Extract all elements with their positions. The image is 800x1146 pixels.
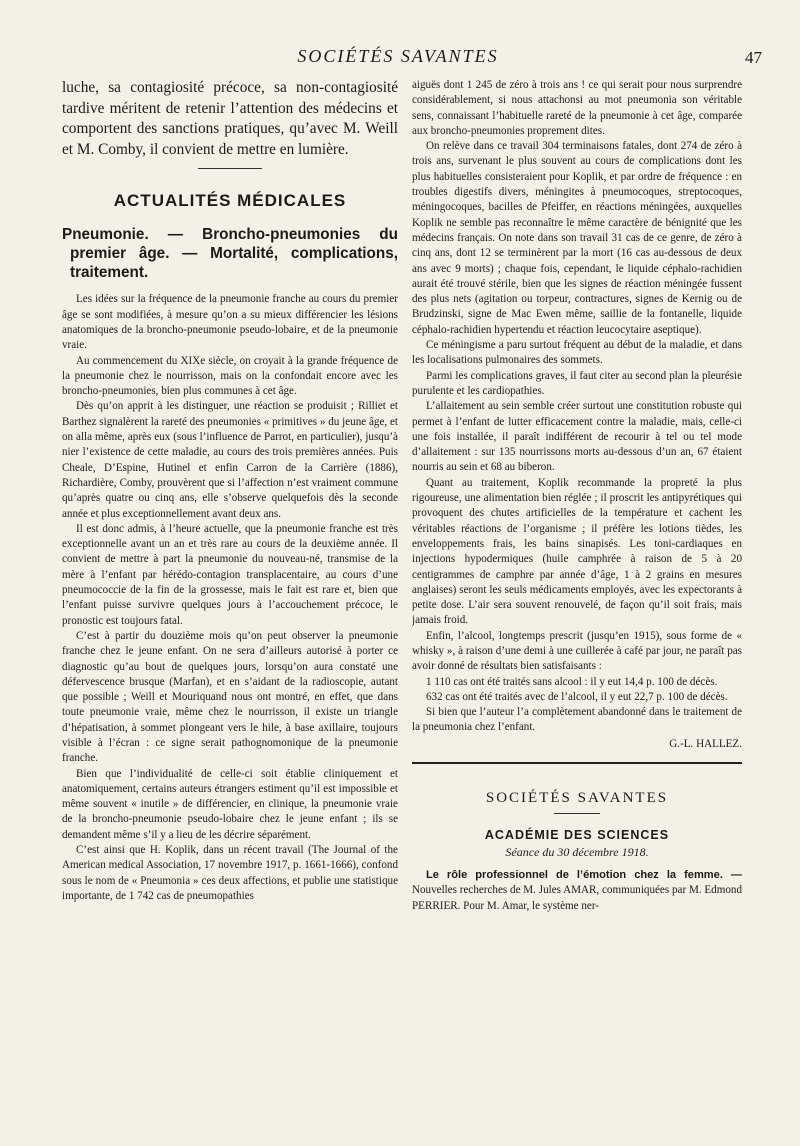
paragraph: Au commencement du XIXe siècle, on croyait à la grande fréquence de la pneumonie chez le nourrisson, mais on la confondait encore avec les broncho-pneumonies, bien plus communes à cet âge. bbox=[62, 354, 398, 398]
session-date: Séance du 30 décembre 1918. bbox=[505, 845, 649, 860]
section-heading: ACTUALITÉS MÉDICALES bbox=[113, 191, 347, 211]
running-title: SOCIÉTÉS SAVANTES bbox=[297, 46, 499, 66]
author-signature: G.-L. HALLEZ. bbox=[669, 737, 742, 750]
paragraph bbox=[412, 868, 742, 914]
paragraph: Quant au traitement, Koplik recommande la propreté la plus rigoureuse, une alimentation bien réglée ; il proscrit les antipyrétiques qui provoquent des chutes artificielles de la température et cachent les véritables réactions de l’organisme ; il préfère les lotions tièdes, les enveloppements frais, les bains sinapisés. Les toni-cardiaques en injections hypodermiques (huile camphrée à raison de 5 à 20 centigrammes de camphre par année d’âge, 1 à 2 grains en mesures anglaises) seront les seuls médicaments employés, avec les expectorants à petite dose. L’air sera souvent renouvelé, de façon qu’il soit frais, mais jamais froid. bbox=[412, 476, 742, 627]
article-body bbox=[62, 292, 398, 904]
section-title: SOCIÉTÉS SAVANTES bbox=[485, 790, 669, 807]
academy-heading: ACADÉMIE DES SCIENCES bbox=[484, 828, 670, 843]
paragraph: Dès qu’on apprit à les distinguer, une réaction se produisit ; Rilliet et Barthez signalèrent la rareté des pneumonies « primitives » du jeune âge, et on alla même, après eux (sous l’influence de Parrot, en particulier), jusqu’à nier l’existence de cette maladie, au cours des trois premières années. Puis Cheale, D’Espine, Hutinel et enfin Carron de la Carrière (1886), Richardière, Comby, prouvèrent que si l’affection n’est vraiment commune qu’après quatre ou cinq ans, elle s’observe quelquefois dès la seconde année et plus exceptionnellement avant deux ans. bbox=[62, 400, 398, 520]
paragraph: L’allaitement au sein semble créer surtout une constitution robuste qui permet à l’enfant de lutter efficacement contre la maladie, mais, celle-ci une fois installée, il paraît indifférent de recourir à tel ou tel mode d’allaitement : sur 135 nourrissons morts au-dessous d’un an, 67 étaient nourris au sein et 68 au biberon. bbox=[412, 400, 742, 474]
paragraph: Il est donc admis, à l’heure actuelle, que la pneumonie franche est très exceptionnelle avant un an et très rare au cours de la deuxième année. Il convient de mettre à part la pneumonie du nouveau-né, transmise de la mère à l’enfant par hérédo-contagion transplacentaire, au cours d’une pneumococcie de la fin de la grossesse, mais le fait est rare et, bien que l’enfant puisse survivre quelques jours à l’accouchement précoce, le pronostic est toujours fatal. bbox=[62, 522, 398, 627]
paragraph: Ce méningisme a paru surtout fréquent au début de la maladie, et dans les localisations pulmonaires des sommets. bbox=[412, 339, 742, 367]
lead-paragraph: luche, sa contagiosité précoce, sa non-contagiosité tardive méritent de retenir l’attention des médecins et comportent des sanctions pratiques, qu’avec M. Weill et M. Comby, il convient de mettre en lumière. bbox=[62, 79, 398, 158]
article-title: Pneumonie. — Broncho-pneumonies du premier âge. — Mortalité, complications, traitement. bbox=[62, 226, 398, 282]
separator-rule bbox=[198, 168, 262, 169]
paragraph: Bien que l’individualité de celle-ci soit établie cliniquement et anatomiquement, certains auteurs étrangers estiment qu’il est impossible et même souvent « inutile » de différencier, en clinique, la pneumonie vraie de la broncho-pneumonie pseudo-lobaire chez le jeune enfant ; ils se demandent même s’il y a lieu de les décrire séparément. bbox=[62, 767, 398, 841]
page-number: 47 bbox=[745, 48, 762, 67]
paragraph: Enfin, l’alcool, longtemps prescrit (jusqu’en 1915), sous forme de « whisky », à raison d’une demi à une cuillerée à café par jour, ne paraît pas avoir donné de résultats bien satisfaisants : bbox=[412, 629, 742, 673]
paragraph: Parmi les complications graves, il faut citer au second plan la pleurésie purulente et les cardiopathies. bbox=[412, 369, 742, 397]
article-body-continued bbox=[412, 78, 742, 752]
running-header bbox=[60, 46, 762, 70]
paragraph: C’est ainsi que H. Koplik, dans un récent travail (The Journal of the American medical Association, 17 novembre 1917, p. 1661-1666), confond sous le nom de « Pneumonia » ces deux affections, et publie une statistique importante, de 1 742 cas de pneumopathies bbox=[62, 844, 398, 902]
right-column bbox=[412, 78, 742, 1110]
paragraph: 1 110 cas ont été traités sans alcool : il y eut 14,4 p. 100 de décès. bbox=[426, 675, 718, 688]
paragraph: On relève dans ce travail 304 terminaisons fatales, dont 274 de zéro à trois ans, survenant le plus souvent au cours de complications dont les plus habituelles consisteraient pour Koplik, et par ordre de fréquence : en troubles digestifs divers, méningites à pneumocoques, streptocoques, méningocoques, bacilles de Pfeiffer, en réactions méningées, auxquelles Koplik ne semble pas reconnaître le même caractère de bénignité que les médecins français. On note dans son travail 31 cas de ce genre, de zéro à cinq ans, dont 12 se terminèrent par la mort (16 cas au-dessous de deux ans avec 9 morts) ; chaque fois, cependant, le liquide céphalo-rachidien aurait été trouvé stérile, bien que les signes de réaction méningée fussent des plus nets (agitation ou torpeur, contractures, signes de Kernig ou de Brudzinski, signe de Mac Ewen même, saillie de la fontanelle, liquide céphalo-rachidien hypertendu et réaction leucocytaire aseptique). bbox=[412, 140, 742, 336]
paragraph: aiguës dont 1 245 de zéro à trois ans ! ce qui serait pour nous surprendre considérablement, si nous attachonsi au mot pneumonia son véritable sens, connaissant l’habituelle rareté de la pneumonie à cet âge, comparée aux broncho-pneumonies proprement dites. bbox=[412, 79, 742, 137]
session-report bbox=[412, 868, 742, 914]
left-column bbox=[62, 78, 398, 1110]
separator-rule bbox=[554, 813, 600, 814]
paragraph: C’est à partir du douzième mois qu’on peut observer la pneumonie franche chez le jeune enfant. On ne sera d’ailleurs autorisé à porter ce diagnostic qu’au bout de quelques jours, lorsqu’on aura constaté une défervescence brusque (Marfan), et en s’aidant de la radioscopie, autant que possible ; Weill et Mouriquand nous ont montré, en effet, que dans toute pneumonie vraie, même chez le nourrisson, il existe un triangle d’hépatisation, à sommet plongeant vers le hile, à base axillaire, toujours visible à l’écran : ce signe serait pathognomonique de la pneumonie franche. bbox=[62, 629, 398, 765]
report-title: Le rôle professionnel de l’émotion chez la femme. — bbox=[426, 869, 742, 882]
paragraph: 632 cas ont été traités avec de l’alcool, il y eut 22,7 p. 100 de décès. bbox=[426, 690, 728, 703]
paragraph: Les idées sur la fréquence de la pneumonie franche au cours du premier âge se sont modifiées, à mesure qu’on a su mieux différencier les lésions anatomiques de la broncho-pneumonie pseudo-lobaire, et de la pneumonie vraie. bbox=[62, 293, 398, 352]
section-divider bbox=[412, 762, 742, 764]
report-text: Nouvelles recherches de M. Jules AMAR, communiquées par M. Edmond PERRIER. Pour M. Amar, le système ner- bbox=[412, 884, 742, 912]
paragraph: Si bien que l’auteur l’a complètement abandonné dans le traitement de la pneumonia chez l’enfant. bbox=[412, 706, 742, 734]
